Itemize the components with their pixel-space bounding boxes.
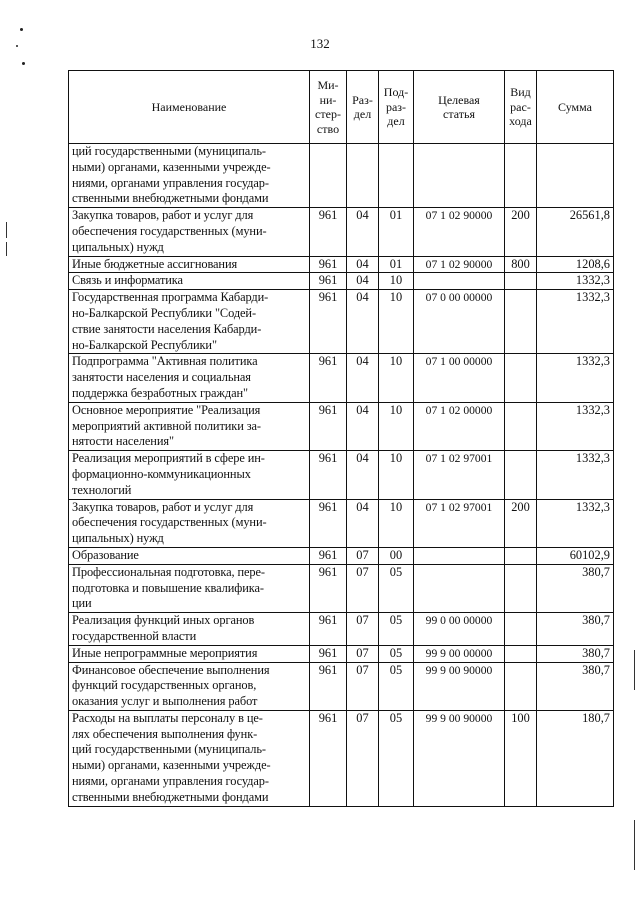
binding-mark xyxy=(634,820,635,870)
cell-subsection: 10 xyxy=(379,290,414,354)
cell-ministry: 961 xyxy=(310,613,347,646)
cell-expense-type xyxy=(505,402,537,450)
budget-table xyxy=(68,70,614,807)
col-expense-type-header: Вид рас- хода xyxy=(505,71,537,144)
cell-name: Реализация мероприятий в сфере ин- формационно-коммуникационных технологий xyxy=(69,451,310,499)
table-body xyxy=(69,144,614,807)
cell-expense-type xyxy=(505,662,537,710)
cell-section: 07 xyxy=(347,613,379,646)
cell-subsection: 00 xyxy=(379,547,414,564)
table-row xyxy=(69,645,614,662)
cell-target: 99 9 00 90000 xyxy=(414,662,505,710)
cell-section: 04 xyxy=(347,256,379,273)
cell-ministry: 961 xyxy=(310,662,347,710)
cell-name: Образование xyxy=(69,547,310,564)
cell-ministry: 961 xyxy=(310,645,347,662)
cell-name: Иные бюджетные ассигнования xyxy=(69,256,310,273)
cell-target: 07 1 02 90000 xyxy=(414,256,505,273)
cell-target: 07 1 02 00000 xyxy=(414,402,505,450)
cell-expense-type xyxy=(505,290,537,354)
cell-expense-type xyxy=(505,547,537,564)
cell-subsection: 01 xyxy=(379,256,414,273)
table-row xyxy=(69,710,614,806)
cell-target xyxy=(414,144,505,208)
cell-section: 07 xyxy=(347,710,379,806)
cell-ministry: 961 xyxy=(310,402,347,450)
cell-target: 99 9 00 90000 xyxy=(414,710,505,806)
cell-ministry: 961 xyxy=(310,451,347,499)
col-sum-header: Сумма xyxy=(537,71,614,144)
table-row xyxy=(69,451,614,499)
table-header-row xyxy=(69,71,614,144)
speck xyxy=(20,28,23,31)
cell-name: Основное мероприятие "Реализация мероприятий активной политики за- нятости населения" xyxy=(69,402,310,450)
cell-expense-type: 100 xyxy=(505,710,537,806)
cell-expense-type: 800 xyxy=(505,256,537,273)
cell-expense-type: 200 xyxy=(505,499,537,547)
cell-subsection: 10 xyxy=(379,273,414,290)
cell-sum: 380,7 xyxy=(537,564,614,612)
cell-expense-type xyxy=(505,144,537,208)
cell-sum: 1332,3 xyxy=(537,273,614,290)
cell-subsection: 05 xyxy=(379,613,414,646)
cell-section: 04 xyxy=(347,290,379,354)
table-row xyxy=(69,499,614,547)
table-row xyxy=(69,144,614,208)
cell-name: Профессиональная подготовка, пере- подготовка и повышение квалифика- ции xyxy=(69,564,310,612)
cell-expense-type xyxy=(505,451,537,499)
col-target-header: Целевая статья xyxy=(414,71,505,144)
cell-name: Финансовое обеспечение выполнения функций государственных органов, оказания услуг и выполнения работ xyxy=(69,662,310,710)
cell-subsection: 05 xyxy=(379,645,414,662)
cell-subsection: 05 xyxy=(379,662,414,710)
col-ministry-header: Ми- ни- стер- ство xyxy=(310,71,347,144)
cell-section: 04 xyxy=(347,402,379,450)
cell-section: 07 xyxy=(347,564,379,612)
cell-sum: 380,7 xyxy=(537,613,614,646)
table-row xyxy=(69,354,614,402)
cell-ministry: 961 xyxy=(310,710,347,806)
cell-target: 07 1 02 97001 xyxy=(414,451,505,499)
cell-sum: 1332,3 xyxy=(537,354,614,402)
col-name-header: Наименование xyxy=(69,71,310,144)
cell-target xyxy=(414,273,505,290)
cell-subsection: 10 xyxy=(379,354,414,402)
col-subsection-header: Под- раз- дел xyxy=(379,71,414,144)
table-row xyxy=(69,256,614,273)
cell-expense-type xyxy=(505,354,537,402)
cell-target xyxy=(414,564,505,612)
cell-name: ций государственными (муниципаль- ными) органами, казенными учрежде- ниями, органами управления государ- ственными внебюджетными фондами xyxy=(69,144,310,208)
cell-name: Реализация функций иных органов государственной власти xyxy=(69,613,310,646)
cell-ministry: 961 xyxy=(310,499,347,547)
cell-subsection: 10 xyxy=(379,451,414,499)
cell-sum: 1332,3 xyxy=(537,290,614,354)
cell-name: Связь и информатика xyxy=(69,273,310,290)
cell-sum: 180,7 xyxy=(537,710,614,806)
cell-ministry: 961 xyxy=(310,273,347,290)
cell-section: 07 xyxy=(347,645,379,662)
cell-section: 04 xyxy=(347,451,379,499)
table-row xyxy=(69,613,614,646)
cell-subsection: 05 xyxy=(379,564,414,612)
binding-mark xyxy=(6,222,7,238)
cell-subsection xyxy=(379,144,414,208)
cell-sum: 1208,6 xyxy=(537,256,614,273)
cell-section: 07 xyxy=(347,662,379,710)
cell-target: 07 1 00 00000 xyxy=(414,354,505,402)
cell-name: Государственная программа Кабарди- но-Балкарской Республики "Содей- ствие занятости населения Кабарди- но-Балкарской Республики" xyxy=(69,290,310,354)
cell-sum xyxy=(537,144,614,208)
table-row xyxy=(69,662,614,710)
speck xyxy=(22,62,25,65)
cell-target xyxy=(414,547,505,564)
cell-target: 99 0 00 00000 xyxy=(414,613,505,646)
cell-name: Иные непрограммные мероприятия xyxy=(69,645,310,662)
cell-sum: 1332,3 xyxy=(537,499,614,547)
cell-ministry xyxy=(310,144,347,208)
cell-section: 07 xyxy=(347,547,379,564)
cell-ministry: 961 xyxy=(310,547,347,564)
cell-sum: 1332,3 xyxy=(537,402,614,450)
cell-target: 99 9 00 00000 xyxy=(414,645,505,662)
cell-name: Расходы на выплаты персоналу в це- лях обеспечения выполнения функ- ций государственными (муниципаль- ными) органами, казенными учрежде- ниями, органами управления государ- ственными внебюджетными фондами xyxy=(69,710,310,806)
cell-expense-type xyxy=(505,564,537,612)
page-number: 132 xyxy=(310,36,330,51)
cell-sum: 380,7 xyxy=(537,645,614,662)
cell-subsection: 05 xyxy=(379,710,414,806)
cell-sum: 60102,9 xyxy=(537,547,614,564)
cell-ministry: 961 xyxy=(310,354,347,402)
cell-sum: 1332,3 xyxy=(537,451,614,499)
cell-expense-type: 200 xyxy=(505,208,537,256)
cell-name: Подпрограмма "Активная политика занятости населения и социальная поддержка безработных граждан" xyxy=(69,354,310,402)
cell-expense-type xyxy=(505,613,537,646)
cell-name: Закупка товаров, работ и услуг для обеспечения государственных (муни- ципальных) нужд xyxy=(69,499,310,547)
cell-subsection: 01 xyxy=(379,208,414,256)
cell-sum: 26561,8 xyxy=(537,208,614,256)
cell-ministry: 961 xyxy=(310,290,347,354)
table-row xyxy=(69,564,614,612)
cell-ministry: 961 xyxy=(310,564,347,612)
cell-subsection: 10 xyxy=(379,499,414,547)
cell-target: 07 1 02 97001 xyxy=(414,499,505,547)
cell-target: 07 1 02 90000 xyxy=(414,208,505,256)
col-section-header: Раз- дел xyxy=(347,71,379,144)
cell-section: 04 xyxy=(347,273,379,290)
cell-sum: 380,7 xyxy=(537,662,614,710)
cell-section xyxy=(347,144,379,208)
cell-ministry: 961 xyxy=(310,256,347,273)
table-row xyxy=(69,290,614,354)
cell-target: 07 0 00 00000 xyxy=(414,290,505,354)
cell-section: 04 xyxy=(347,208,379,256)
cell-expense-type xyxy=(505,645,537,662)
table-row xyxy=(69,208,614,256)
cell-section: 04 xyxy=(347,354,379,402)
cell-expense-type xyxy=(505,273,537,290)
binding-mark xyxy=(634,650,635,690)
cell-section: 04 xyxy=(347,499,379,547)
table-row xyxy=(69,402,614,450)
cell-name: Закупка товаров, работ и услуг для обеспечения государственных (муни- ципальных) нужд xyxy=(69,208,310,256)
cell-ministry: 961 xyxy=(310,208,347,256)
table-row xyxy=(69,547,614,564)
binding-mark xyxy=(6,242,7,256)
table-row xyxy=(69,273,614,290)
cell-subsection: 10 xyxy=(379,402,414,450)
